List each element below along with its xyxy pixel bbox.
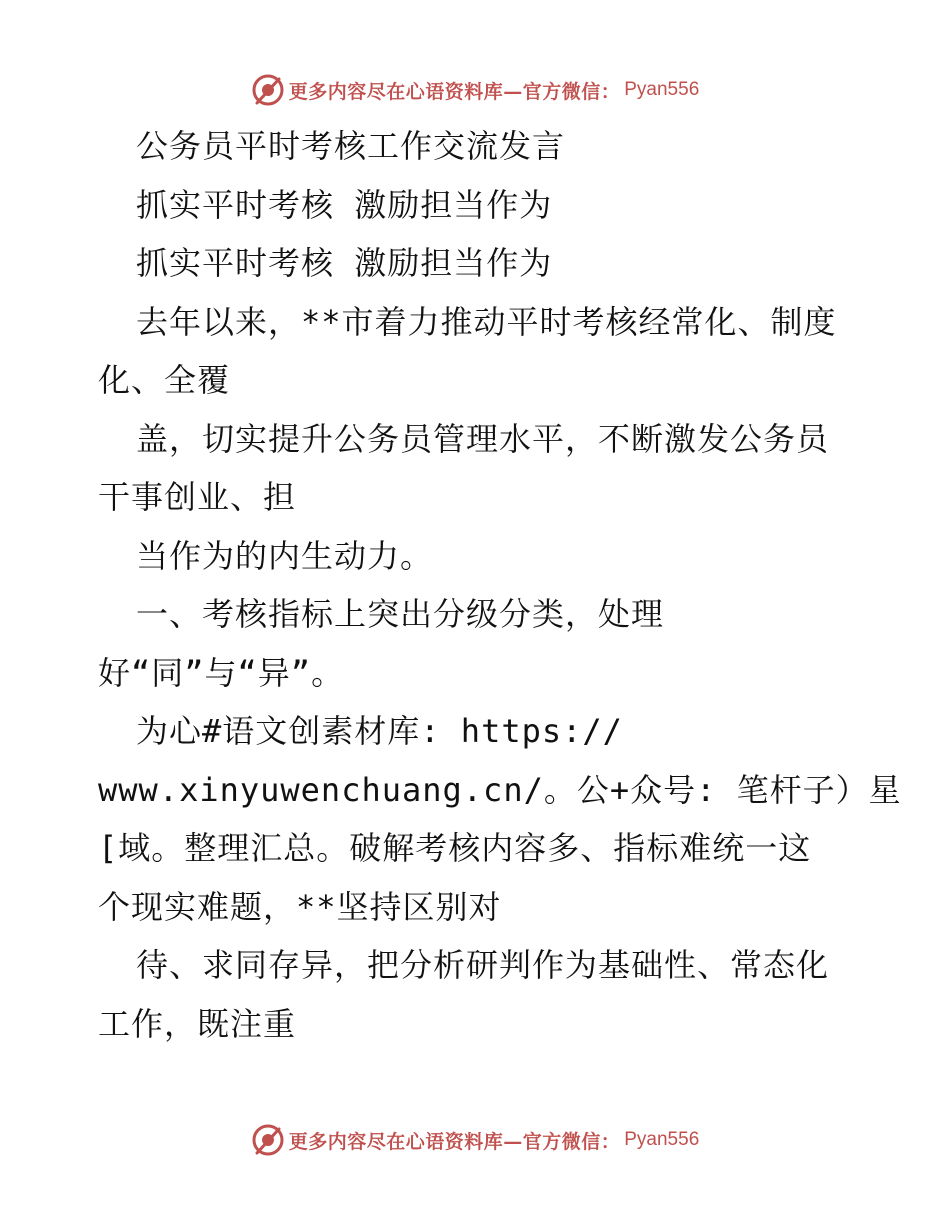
text-line: 工作，既注重 [98,1004,297,1043]
text-line: 干事创业、担 [98,478,297,516]
doc-subtitle-repeat: 抓实平时考核 激励担当作为 [136,244,553,282]
text-line: 待、求同存异，把分析研判作为基础性、常态化 [136,946,830,984]
doc-subtitle: 抓实平时考核 激励担当作为 [136,185,553,224]
section-heading: 一、考核指标上突出分级分类，处理 [136,595,665,633]
text-line: 盖，切实提升公务员管理水平，不断激发公务员 [136,419,830,458]
text-line: www.xinyuwenchuang.cn/。公+众号: 笔杆子）星 [98,770,902,809]
text-line: 为心#语文创素材库: https:// [136,712,623,750]
document-body [98,117,902,1053]
text-line: 个现实难题，**坚持区别对 [98,887,502,926]
footer-watermark [0,1120,950,1160]
text-line: 化、全覆 [98,361,231,399]
text-line: 好“同”与“异”。 [98,653,345,692]
text-line: 当作为的内生动力。 [136,536,434,575]
watermark-text: 更多内容尽在心语资料库—官方微信： [288,1130,621,1153]
text-line: [域。整理汇总。破解考核内容多、指标难统一这 [98,829,812,867]
watermark-wechat-id: Pyan556 [624,79,700,100]
header-watermark [0,70,950,110]
pen-logo-icon [251,1123,285,1157]
doc-title: 公务员平时考核工作交流发言 [136,127,566,165]
pen-logo-icon [251,73,285,107]
watermark-text: 更多内容尽在心语资料库—官方微信： [288,80,621,103]
watermark-wechat-id: Pyan556 [624,1129,700,1150]
text-line: 去年以来，**市着力推动平时考核经常化、制度 [136,302,837,341]
